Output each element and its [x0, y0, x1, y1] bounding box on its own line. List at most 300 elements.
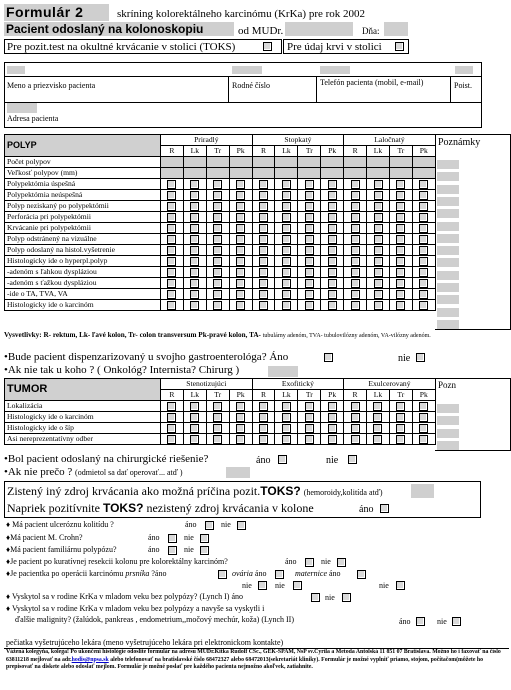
reason-toks-label: Pre pozit.test na okultné krvácanie v stolici (TOKS): [7, 41, 236, 53]
table-row: [5, 278, 436, 289]
row-checkbox[interactable]: [282, 279, 291, 288]
row-checkbox[interactable]: [167, 290, 176, 299]
row-checkbox[interactable]: [328, 301, 337, 310]
row-checkbox[interactable]: [419, 435, 428, 444]
date-field[interactable]: [384, 22, 408, 36]
q3-nie-checkbox[interactable]: [348, 455, 357, 464]
row-checkbox[interactable]: [167, 235, 176, 244]
row-checkbox[interactable]: [328, 180, 337, 189]
row-checkbox[interactable]: [396, 257, 405, 266]
row-checkbox[interactable]: [396, 224, 405, 233]
row-checkbox[interactable]: [213, 268, 222, 277]
table-cell: [298, 267, 321, 278]
row-checkbox[interactable]: [305, 246, 314, 255]
input-cell[interactable]: [344, 157, 367, 168]
row-checkbox[interactable]: [236, 413, 245, 422]
row-checkbox[interactable]: [419, 301, 428, 310]
row-checkbox[interactable]: [236, 435, 245, 444]
row-checkbox[interactable]: [282, 413, 291, 422]
row-checkbox[interactable]: [236, 224, 245, 233]
input-cell[interactable]: [389, 168, 412, 179]
input-cell[interactable]: [206, 168, 229, 179]
row-checkbox[interactable]: [328, 290, 337, 299]
row-checkbox[interactable]: [259, 213, 268, 222]
row-checkbox[interactable]: [190, 180, 199, 189]
row-checkbox[interactable]: [167, 402, 176, 411]
lynch1-nie-checkbox[interactable]: [342, 593, 351, 602]
row-checkbox[interactable]: [374, 213, 383, 222]
row-checkbox[interactable]: [190, 257, 199, 266]
table-cell: [389, 423, 412, 434]
table-row: [5, 300, 436, 311]
q2-field[interactable]: [268, 366, 298, 377]
input-cell[interactable]: [183, 168, 206, 179]
row-checkbox[interactable]: [351, 402, 360, 411]
row-checkbox[interactable]: [396, 235, 405, 244]
row-checkbox[interactable]: [282, 257, 291, 266]
row-checkbox[interactable]: [351, 224, 360, 233]
row-checkbox[interactable]: [167, 424, 176, 433]
input-cell[interactable]: [275, 157, 298, 168]
row-checkbox[interactable]: [282, 435, 291, 444]
row-checkbox[interactable]: [236, 279, 245, 288]
row-checkbox[interactable]: [373, 402, 382, 411]
row-checkbox[interactable]: [236, 301, 245, 310]
row-checkbox[interactable]: [190, 235, 199, 244]
footer-l1: Vážená kolegyňa, kolega! Po ukončení histológie odoslite formulár na adresu MUDr.Kitka Rudolf CSc., GEK-SPAM, NsP sv.Cyrila a Metoda Antolská 11 851 07 Bratislava. Možno ho i faxovať na číslo 63811218 mejlovať na adr.: [6, 649, 501, 663]
row-checkbox[interactable]: [396, 435, 405, 444]
zdroj-field[interactable]: [411, 484, 434, 498]
row-checkbox[interactable]: [351, 180, 360, 189]
row-checkbox[interactable]: [282, 402, 291, 411]
table-cell: [275, 412, 298, 423]
question-nie-checkbox[interactable]: [200, 534, 209, 543]
row-checkbox[interactable]: [396, 191, 405, 200]
row-checkbox[interactable]: [282, 235, 291, 244]
input-cell[interactable]: [252, 157, 275, 168]
notes-field[interactable]: [437, 185, 459, 194]
tumor-notes-label: Pozn: [438, 380, 456, 390]
row-checkbox[interactable]: [190, 413, 199, 422]
row-checkbox[interactable]: [419, 191, 428, 200]
row-checkbox[interactable]: [396, 413, 405, 422]
row-checkbox[interactable]: [419, 268, 428, 277]
input-cell[interactable]: [344, 168, 367, 179]
row-checkbox[interactable]: [328, 402, 337, 411]
table-cell: [229, 412, 252, 423]
notes-field[interactable]: [437, 308, 459, 317]
question-nie-checkbox[interactable]: [237, 521, 246, 530]
row-checkbox[interactable]: [213, 213, 222, 222]
row-checkbox[interactable]: [373, 413, 382, 422]
row-checkbox[interactable]: [167, 435, 176, 444]
row-checkbox[interactable]: [419, 224, 428, 233]
maternice-ano-checkbox[interactable]: [357, 570, 366, 579]
table-row: [5, 256, 436, 267]
notes-field[interactable]: [437, 295, 459, 304]
row-checkbox[interactable]: [236, 257, 245, 266]
row-checkbox[interactable]: [328, 279, 337, 288]
notes-field[interactable]: [437, 283, 459, 292]
table-cell: [321, 201, 344, 212]
doctor-field[interactable]: [285, 22, 353, 36]
row-checkbox[interactable]: [167, 301, 176, 310]
ovaria-nie-checkbox[interactable]: [293, 581, 302, 590]
row-checkbox[interactable]: [419, 290, 428, 299]
row-checkbox[interactable]: [259, 235, 268, 244]
row-checkbox[interactable]: [305, 235, 314, 244]
notes-field[interactable]: [437, 209, 459, 218]
row-checkbox[interactable]: [282, 191, 291, 200]
row-checkbox[interactable]: [305, 191, 314, 200]
zdroj-line2b: nezistený zdroj krvácania v kolone: [146, 501, 314, 515]
row-checkbox[interactable]: [167, 180, 176, 189]
row-checkbox[interactable]: [213, 180, 222, 189]
row-checkbox[interactable]: [259, 424, 268, 433]
q4-label: •Ak nie prečo ?: [4, 466, 73, 478]
lynch2-ano-checkbox[interactable]: [416, 617, 425, 626]
q1-ano-checkbox[interactable]: [324, 353, 333, 362]
prsnika-nie-checkbox[interactable]: [258, 581, 267, 590]
q1-nie-checkbox[interactable]: [416, 353, 425, 362]
row-checkbox[interactable]: [374, 202, 383, 211]
row-checkbox[interactable]: [213, 279, 222, 288]
row-checkbox[interactable]: [282, 424, 291, 433]
row-checkbox[interactable]: [236, 235, 245, 244]
row-checkbox[interactable]: [305, 202, 314, 211]
row-checkbox[interactable]: [282, 180, 291, 189]
row-checkbox[interactable]: [213, 301, 222, 310]
row-checkbox[interactable]: [167, 246, 176, 255]
notes-field[interactable]: [437, 441, 459, 450]
row-checkbox[interactable]: [396, 290, 405, 299]
input-cell[interactable]: [389, 157, 412, 168]
legend: [4, 331, 509, 341]
row-checkbox[interactable]: [419, 235, 428, 244]
row-checkbox[interactable]: [328, 268, 337, 277]
input-cell[interactable]: [298, 157, 321, 168]
row-checkbox[interactable]: [328, 435, 337, 444]
row-checkbox[interactable]: [213, 202, 222, 211]
row-checkbox[interactable]: [374, 279, 383, 288]
row-checkbox[interactable]: [396, 424, 405, 433]
row-checkbox[interactable]: [351, 290, 360, 299]
table-cell: [321, 434, 344, 445]
row-checkbox[interactable]: [213, 246, 222, 255]
table-cell: [344, 179, 367, 190]
q3-text: •Bol pacient odoslaný na chirurgické riešenie?: [4, 453, 209, 465]
zdroj-hem: (hemoroidy,kolitída atď): [303, 488, 383, 497]
row-checkbox[interactable]: [259, 224, 268, 233]
row-checkbox[interactable]: [373, 424, 382, 433]
row-label: Polypektómia neúspešná: [5, 190, 161, 201]
row-checkbox[interactable]: [328, 191, 337, 200]
input-cell[interactable]: [412, 157, 435, 168]
footer-mail-link[interactable]: hodis@npsa.sk: [71, 656, 109, 663]
row-checkbox[interactable]: [190, 402, 199, 411]
row-checkbox[interactable]: [259, 246, 268, 255]
notes-field[interactable]: [437, 246, 459, 255]
input-cell[interactable]: [206, 157, 229, 168]
row-checkbox[interactable]: [351, 279, 360, 288]
row-checkbox[interactable]: [190, 213, 199, 222]
row-checkbox[interactable]: [328, 202, 337, 211]
row-checkbox[interactable]: [259, 268, 268, 277]
row-checkbox[interactable]: [374, 235, 383, 244]
row-checkbox[interactable]: [259, 435, 268, 444]
row-checkbox[interactable]: [236, 290, 245, 299]
row-checkbox[interactable]: [190, 224, 199, 233]
notes-field[interactable]: [437, 197, 459, 206]
q4-field[interactable]: [226, 467, 250, 478]
row-checkbox[interactable]: [419, 246, 428, 255]
notes-field[interactable]: [437, 222, 459, 231]
notes-field[interactable]: [437, 320, 459, 329]
row-checkbox[interactable]: [396, 279, 405, 288]
row-checkbox[interactable]: [259, 402, 268, 411]
input-cell[interactable]: [298, 168, 321, 179]
notes-field[interactable]: [437, 416, 459, 425]
row-checkbox[interactable]: [167, 257, 176, 266]
row-checkbox[interactable]: [236, 191, 245, 200]
row-checkbox[interactable]: [190, 191, 199, 200]
row-checkbox[interactable]: [190, 279, 199, 288]
row-checkbox[interactable]: [419, 279, 428, 288]
row-checkbox[interactable]: [396, 301, 405, 310]
row-checkbox[interactable]: [167, 279, 176, 288]
row-checkbox[interactable]: [396, 180, 405, 189]
row-checkbox[interactable]: [328, 224, 337, 233]
row-checkbox[interactable]: [167, 224, 176, 233]
row-checkbox[interactable]: [213, 290, 222, 299]
row-checkbox[interactable]: [351, 413, 360, 422]
row-checkbox[interactable]: [351, 257, 360, 266]
row-checkbox[interactable]: [259, 191, 268, 200]
row-checkbox[interactable]: [259, 279, 268, 288]
row-checkbox[interactable]: [213, 191, 222, 200]
row-checkbox[interactable]: [213, 435, 222, 444]
row-checkbox[interactable]: [351, 202, 360, 211]
row-checkbox[interactable]: [396, 202, 405, 211]
patient-divider-bottom: [4, 102, 482, 103]
notes-field[interactable]: [437, 172, 459, 181]
question-ano-checkbox[interactable]: [205, 521, 214, 530]
row-checkbox[interactable]: [213, 424, 222, 433]
row-checkbox[interactable]: [213, 257, 222, 266]
row-checkbox[interactable]: [419, 202, 428, 211]
row-checkbox[interactable]: [259, 290, 268, 299]
row-checkbox[interactable]: [213, 402, 222, 411]
row-checkbox[interactable]: [351, 424, 360, 433]
row-checkbox[interactable]: [305, 257, 314, 266]
row-checkbox[interactable]: [282, 213, 291, 222]
row-checkbox[interactable]: [328, 413, 337, 422]
row-checkbox[interactable]: [328, 213, 337, 222]
row-checkbox[interactable]: [190, 424, 199, 433]
zdroj-ano-checkbox[interactable]: [380, 504, 389, 513]
input-cell[interactable]: [229, 168, 252, 179]
row-checkbox[interactable]: [351, 435, 360, 444]
row-checkbox[interactable]: [419, 424, 428, 433]
row-checkbox[interactable]: [419, 413, 428, 422]
lynch2-nie-checkbox[interactable]: [452, 617, 461, 626]
question-ano-checkbox[interactable]: [305, 558, 314, 567]
row-checkbox[interactable]: [305, 180, 314, 189]
row-checkbox[interactable]: [236, 180, 245, 189]
prsnika-ano-checkbox[interactable]: [218, 570, 227, 579]
lynch1-ano-checkbox[interactable]: [311, 593, 320, 602]
q-young-text: ♦ Vyskytol sa v rodine KrKa v mladom veku bez polypózy? (Lynch I) áno: [6, 592, 243, 601]
row-checkbox[interactable]: [282, 268, 291, 277]
table-cell: [183, 434, 206, 445]
row-checkbox[interactable]: [236, 202, 245, 211]
row-checkbox[interactable]: [305, 413, 314, 422]
row-checkbox[interactable]: [305, 268, 314, 277]
question-ano-checkbox[interactable]: [168, 546, 177, 555]
table-cell: [252, 256, 275, 267]
tumor-table-sub-tr: Tr: [298, 390, 321, 401]
row-checkbox[interactable]: [190, 435, 199, 444]
row-checkbox[interactable]: [419, 213, 428, 222]
row-checkbox[interactable]: [236, 246, 245, 255]
q3-ano-checkbox[interactable]: [278, 455, 287, 464]
row-checkbox[interactable]: [374, 191, 383, 200]
input-cell[interactable]: [161, 157, 184, 168]
maternice-nie-checkbox[interactable]: [396, 581, 405, 590]
row-checkbox[interactable]: [236, 213, 245, 222]
row-checkbox[interactable]: [373, 435, 382, 444]
row-checkbox[interactable]: [396, 213, 405, 222]
row-checkbox[interactable]: [236, 268, 245, 277]
row-checkbox[interactable]: [419, 402, 428, 411]
row-checkbox[interactable]: [305, 424, 314, 433]
question-nie-checkbox[interactable]: [200, 546, 209, 555]
input-cell[interactable]: [161, 168, 184, 179]
row-checkbox[interactable]: [305, 402, 314, 411]
row-checkbox[interactable]: [282, 202, 291, 211]
row-checkbox[interactable]: [190, 301, 199, 310]
row-checkbox[interactable]: [328, 246, 337, 255]
row-checkbox[interactable]: [419, 257, 428, 266]
q-ca-nie2: nie: [275, 581, 285, 590]
row-checkbox[interactable]: [396, 268, 405, 277]
ovaria-ano-checkbox[interactable]: [275, 570, 284, 579]
row-checkbox[interactable]: [259, 202, 268, 211]
row-checkbox[interactable]: [167, 413, 176, 422]
input-cell[interactable]: [412, 168, 435, 179]
row-checkbox[interactable]: [328, 257, 337, 266]
row-checkbox[interactable]: [167, 191, 176, 200]
input-cell[interactable]: [275, 168, 298, 179]
row-checkbox[interactable]: [328, 424, 337, 433]
row-checkbox[interactable]: [374, 257, 383, 266]
row-checkbox[interactable]: [374, 268, 383, 277]
row-checkbox[interactable]: [282, 246, 291, 255]
table-cell: [275, 278, 298, 289]
row-checkbox[interactable]: [167, 213, 176, 222]
table-cell: [275, 401, 298, 412]
toks-checkbox[interactable]: [263, 42, 272, 51]
patient-divider-top: [4, 76, 482, 77]
row-checkbox[interactable]: [305, 224, 314, 233]
row-checkbox[interactable]: [351, 268, 360, 277]
krv-checkbox[interactable]: [395, 42, 404, 51]
row-checkbox[interactable]: [374, 180, 383, 189]
table-cell: [252, 289, 275, 300]
row-checkbox[interactable]: [374, 290, 383, 299]
row-checkbox[interactable]: [236, 402, 245, 411]
row-checkbox[interactable]: [236, 424, 245, 433]
row-checkbox[interactable]: [351, 301, 360, 310]
row-checkbox[interactable]: [374, 246, 383, 255]
table-cell: [229, 423, 252, 434]
row-checkbox[interactable]: [213, 413, 222, 422]
row-checkbox[interactable]: [351, 213, 360, 222]
input-cell[interactable]: [252, 168, 275, 179]
question-ano-checkbox[interactable]: [168, 534, 177, 543]
input-cell[interactable]: [367, 168, 390, 179]
row-checkbox[interactable]: [213, 224, 222, 233]
notes-field[interactable]: [437, 271, 459, 280]
row-checkbox[interactable]: [419, 180, 428, 189]
q1-text: •Bude pacient dispenzarizovaný u svojho gastroenterológa? Áno: [4, 351, 289, 363]
row-checkbox[interactable]: [190, 268, 199, 277]
table-cell: [389, 245, 412, 256]
row-checkbox[interactable]: [259, 180, 268, 189]
row-checkbox[interactable]: [305, 279, 314, 288]
notes-field[interactable]: [437, 258, 459, 267]
row-checkbox[interactable]: [305, 290, 314, 299]
input-cell[interactable]: [321, 168, 344, 179]
input-cell[interactable]: [183, 157, 206, 168]
row-checkbox[interactable]: [282, 224, 291, 233]
row-checkbox[interactable]: [351, 246, 360, 255]
row-checkbox[interactable]: [305, 301, 314, 310]
notes-field[interactable]: [437, 429, 459, 438]
row-checkbox[interactable]: [305, 435, 314, 444]
row-checkbox[interactable]: [282, 290, 291, 299]
row-checkbox[interactable]: [167, 202, 176, 211]
row-checkbox[interactable]: [259, 301, 268, 310]
row-checkbox[interactable]: [167, 268, 176, 277]
row-checkbox[interactable]: [374, 224, 383, 233]
row-checkbox[interactable]: [396, 246, 405, 255]
notes-field[interactable]: [437, 234, 459, 243]
row-checkbox[interactable]: [305, 213, 314, 222]
row-checkbox[interactable]: [259, 257, 268, 266]
table-cell: [412, 434, 435, 445]
table-cell: [206, 434, 229, 445]
row-checkbox[interactable]: [213, 235, 222, 244]
row-checkbox[interactable]: [351, 235, 360, 244]
row-checkbox[interactable]: [374, 301, 383, 310]
row-checkbox[interactable]: [190, 246, 199, 255]
row-checkbox[interactable]: [396, 402, 405, 411]
row-checkbox[interactable]: [351, 191, 360, 200]
question-nie-checkbox[interactable]: [337, 558, 346, 567]
notes-field[interactable]: [437, 160, 459, 169]
input-cell[interactable]: [367, 157, 390, 168]
table-cell: [161, 401, 184, 412]
row-checkbox[interactable]: [282, 301, 291, 310]
row-checkbox[interactable]: [328, 235, 337, 244]
input-cell[interactable]: [229, 157, 252, 168]
notes-field[interactable]: [437, 404, 459, 413]
row-checkbox[interactable]: [190, 202, 199, 211]
row-checkbox[interactable]: [259, 413, 268, 422]
row-checkbox[interactable]: [190, 290, 199, 299]
input-cell[interactable]: [321, 157, 344, 168]
